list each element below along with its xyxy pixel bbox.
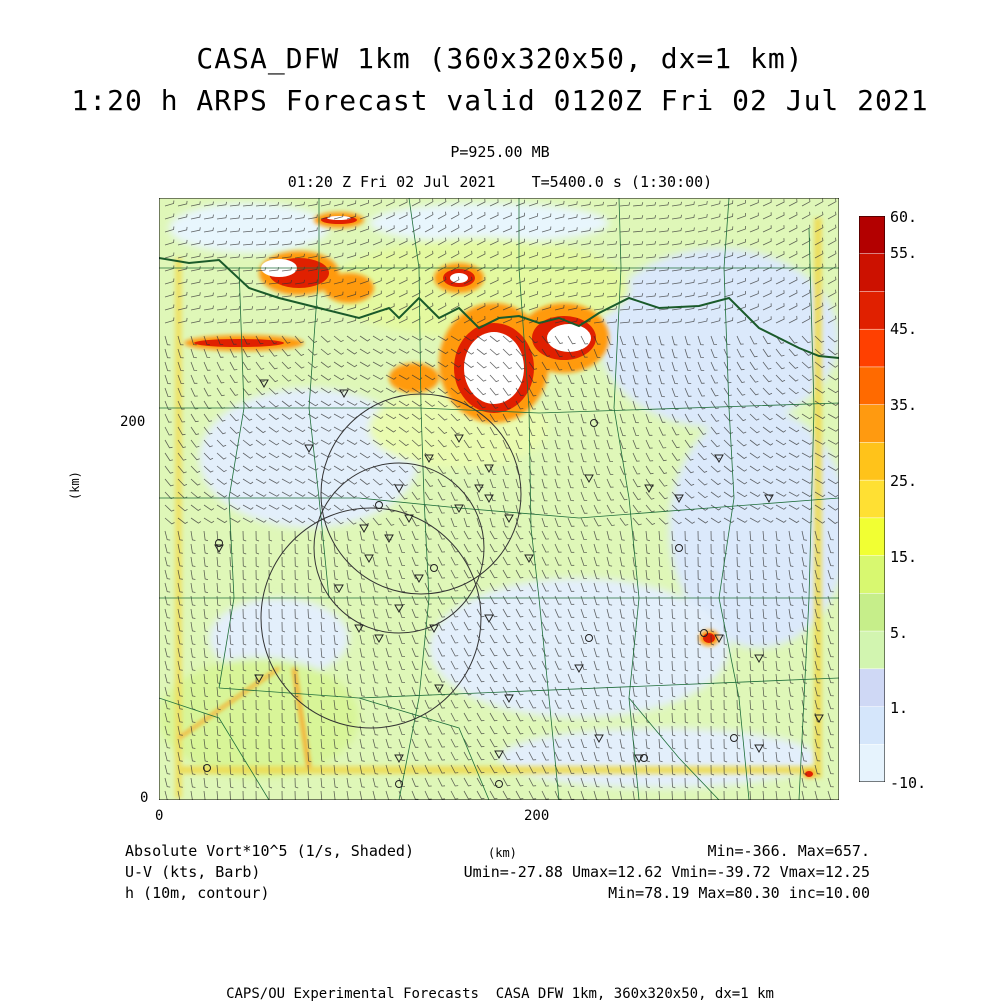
colorbar-label-35: 35. [890, 396, 918, 414]
field1-stats: Min=-366. Max=657. [707, 842, 870, 860]
colorbar-segment [859, 518, 885, 556]
x-axis-tick-0: 0 [155, 808, 164, 824]
pressure-level-label: P=925.00 MB [450, 143, 550, 161]
field1-name: Absolute Vort*10^5 (1/s, Shaded) [125, 842, 414, 860]
legend-x-unit: (km) [488, 846, 517, 860]
colorbar-segment [859, 631, 885, 669]
colorbar-label-minus10: -10. [890, 774, 927, 792]
colorbar-label-55: 55. [890, 244, 918, 262]
colorbar-segment [859, 707, 885, 745]
colorbar-segment [859, 329, 885, 367]
field3-stats: Min=78.19 Max=80.30 inc=10.00 [608, 884, 870, 902]
footer-credit: CAPS/OU Experimental Forecasts CASA DFW 1km, 360x320x50, dx=1 km [226, 986, 774, 1002]
colorbar-label-60: 60. [890, 208, 918, 226]
field2-stats: Umin=-27.88 Umax=12.62 Vmin=-39.72 Vmax=12.25 [463, 863, 870, 881]
colorbar-segment [859, 367, 885, 405]
y-axis-unit: (km) [68, 471, 82, 500]
colorbar [859, 216, 885, 782]
field3-name: h (10m, contour) [125, 884, 270, 902]
colorbar-label-1: 1. [890, 699, 909, 717]
colorbar-segment [859, 744, 885, 782]
colorbar-segment [859, 254, 885, 292]
colorbar-segment [859, 669, 885, 707]
colorbar-segment [859, 216, 885, 254]
x-axis-tick-200: 200 [524, 808, 550, 824]
colorbar-segment [859, 556, 885, 594]
plot-title-line1: CASA_DFW 1km (360x320x50, dx=1 km) [196, 42, 804, 75]
forecast-map [159, 198, 839, 800]
y-axis-tick-0: 0 [140, 790, 149, 806]
colorbar-segment [859, 593, 885, 631]
plot-title-line2: 1:20 h ARPS Forecast valid 0120Z Fri 02 Jul 2021 [71, 84, 929, 117]
colorbar-label-25: 25. [890, 472, 918, 490]
colorbar-label-45: 45. [890, 320, 918, 338]
field2-name: U-V (kts, Barb) [125, 863, 261, 881]
colorbar-segment [859, 405, 885, 443]
valid-time-label: 01:20 Z Fri 02 Jul 2021 T=5400.0 s (1:30:00) [287, 173, 713, 191]
colorbar-segment [859, 442, 885, 480]
colorbar-label-5: 5. [890, 624, 909, 642]
y-axis-tick-200: 200 [120, 414, 146, 430]
colorbar-label-15: 15. [890, 548, 918, 566]
colorbar-segment [859, 291, 885, 329]
colorbar-segment [859, 480, 885, 518]
